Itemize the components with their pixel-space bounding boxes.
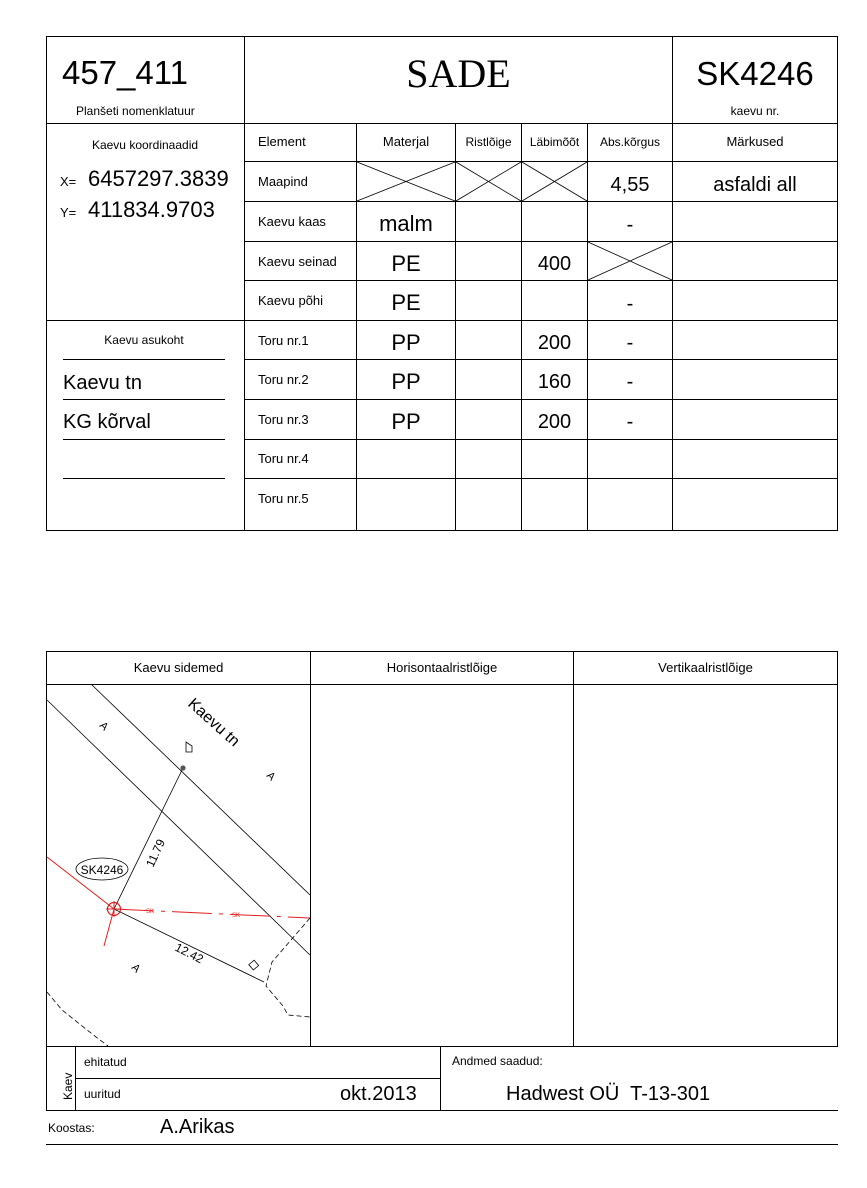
cell-abs-height: 4,55	[610, 174, 650, 196]
header-notes: Märkused	[726, 134, 784, 149]
cell-material: PP	[391, 409, 421, 434]
street-label: Kaevu tn	[184, 695, 243, 751]
cell-notes: asfaldi all	[713, 174, 797, 196]
surveyed-label: uuritud	[84, 1087, 121, 1101]
street-edge	[47, 700, 310, 955]
cell-abs-height: -	[626, 214, 634, 236]
row-element: Toru nr.5	[258, 491, 309, 506]
mark-sk: SK	[232, 913, 241, 919]
cell-material: PE	[391, 290, 421, 315]
nomenclature-label: Planšeti nomenklatuur	[76, 104, 195, 118]
mark-a: A	[128, 961, 143, 976]
y-value: 411834.9703	[88, 197, 215, 222]
well-number-value: SK4246	[696, 55, 814, 92]
row-element: Maapind	[258, 174, 308, 189]
cell-material: malm	[379, 211, 433, 236]
header-diameter: Läbimõõt	[529, 135, 580, 149]
data-source-value: Hadwest OÜ T-13-301	[506, 1083, 711, 1105]
row-element: Toru nr.3	[258, 412, 309, 427]
y-label: Y=	[60, 205, 77, 220]
pipe-line	[104, 909, 114, 946]
well-number-label: kaevu nr.	[730, 104, 780, 118]
x-label: X=	[60, 174, 77, 189]
row-element: Toru nr.1	[258, 333, 309, 348]
section-connections-title: Kaevu sidemed	[133, 660, 224, 675]
header-cross-section: Ristlõige	[465, 135, 512, 149]
cell-diameter: 160	[537, 371, 572, 393]
side-label: Kaev	[61, 1072, 75, 1100]
row-element: Toru nr.4	[258, 451, 309, 466]
distance-label: 11.79	[143, 836, 169, 870]
author-name: A.Arikas	[160, 1116, 235, 1138]
cell-material: PE	[391, 251, 421, 276]
coordinates-label: Kaevu koordinaadid	[91, 138, 199, 152]
location-label: Kaevu asukoht	[104, 333, 184, 347]
row-element: Kaevu seinad	[258, 254, 337, 269]
location-line2: KG kõrval	[63, 411, 151, 433]
mark-a: A	[96, 719, 111, 734]
location-line1: Kaevu tn	[63, 372, 142, 394]
row-element: Toru nr.2	[258, 372, 309, 387]
cell-diameter: 200	[537, 332, 572, 354]
header-abs-height: Abs.kõrgus	[599, 135, 661, 149]
cell-abs-height: -	[626, 371, 634, 393]
row-element: Kaevu põhi	[258, 293, 324, 308]
cell-abs-height: -	[626, 293, 634, 315]
page-title: SADE	[406, 51, 511, 96]
section-horizontal-title: Horisontaalristlõige	[386, 660, 498, 675]
mark-a: A	[263, 769, 278, 784]
row-element: Kaevu kaas	[258, 214, 326, 229]
section-vertical-title: Vertikaalristlõige	[658, 660, 753, 675]
header-material: Materjal	[382, 134, 430, 149]
data-source-label: Andmed saadud:	[452, 1054, 543, 1068]
boundary-line	[266, 918, 310, 1017]
cell-diameter: 200	[537, 411, 572, 433]
reference-marker	[186, 742, 192, 752]
header-element: Element	[258, 134, 306, 149]
cell-abs-height: -	[626, 332, 634, 354]
cell-abs-height: -	[626, 411, 634, 433]
boundary-line	[47, 992, 108, 1046]
built-label: ehitatud	[84, 1055, 127, 1069]
well-label: SK4246	[80, 863, 124, 877]
cell-material: PP	[391, 369, 421, 394]
reference-point	[180, 765, 185, 770]
nomenclature-value: 457_411	[62, 54, 189, 91]
x-value: 6457297.3839	[88, 166, 229, 191]
author-label: Koostas:	[48, 1121, 95, 1135]
pipe-line	[114, 909, 310, 918]
mark-sk: SK	[146, 909, 155, 915]
surveyed-date: okt.2013	[340, 1083, 417, 1105]
measure-line	[114, 768, 183, 909]
cell-material: PP	[391, 330, 421, 355]
reference-marker	[249, 960, 259, 970]
cell-diameter: 400	[537, 253, 572, 275]
distance-label: 12.42	[172, 940, 206, 967]
